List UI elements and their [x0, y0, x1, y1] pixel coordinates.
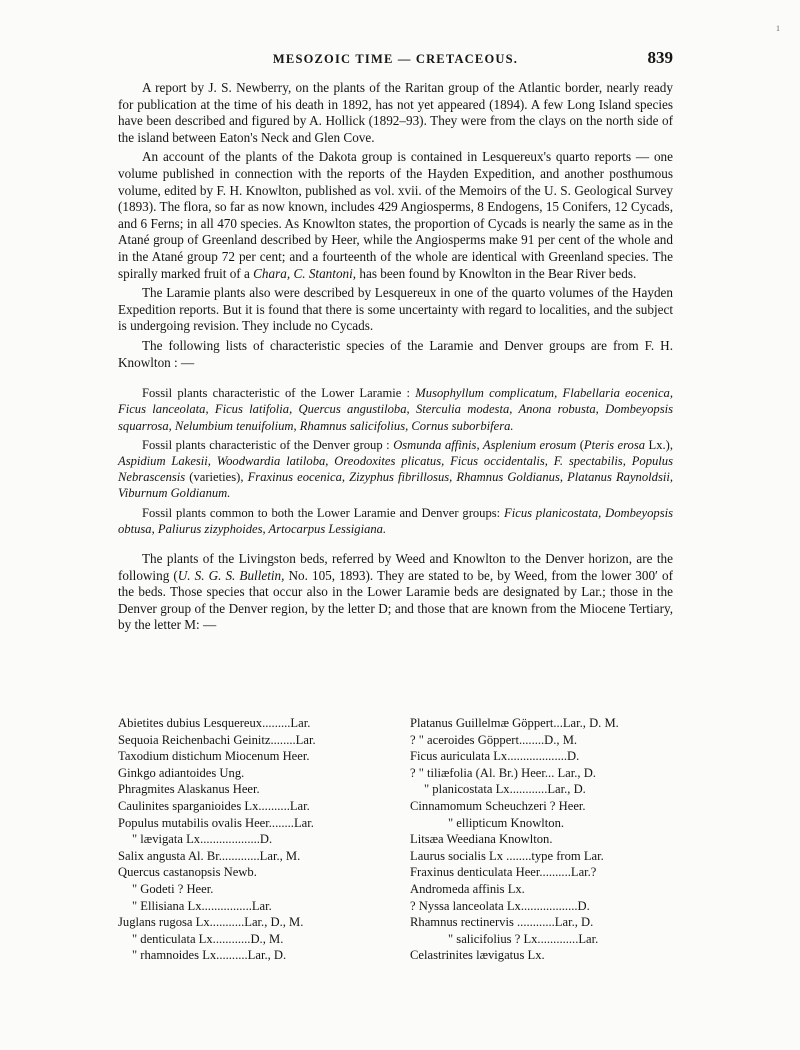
denver-species-b: Pteris erosa — [583, 437, 646, 452]
species-entry: Quercus castanopsis Newb. — [118, 865, 257, 880]
body-text — [118, 80, 673, 637]
lower-laramie-list — [118, 385, 673, 434]
species-entry: " planicostata Lx............Lar., D. — [424, 782, 586, 797]
page-header — [118, 48, 673, 70]
denver-intro: Fossil plants characteristic of the Denver group : — [142, 437, 390, 452]
denver-varieties: (varieties), — [189, 470, 244, 485]
species-entry: Populus mutabilis ovalis Heer........Lar. — [118, 815, 314, 830]
species-entry: Ginkgo adiantoides Ung. — [118, 765, 245, 780]
denver-species-b-post: Lx.), — [645, 437, 674, 452]
species-entry: Sequoia Reichenbachi Geinitz........Lar. — [118, 732, 316, 747]
species-entry: Platanus Guillelmæ Göppert...Lar., D. M. — [410, 716, 619, 730]
denver-species-a: Osmunda affinis, Asplenium erosum — [393, 437, 577, 452]
species-entry: Fraxinus denticulata Heer..........Lar.? — [410, 865, 597, 880]
denver-paren-open: ( — [579, 437, 584, 452]
paragraph-dakota-text: An account of the plants of the Dakota group is contained in Lesquereux's quarto reports — one volume published in connection with the reports of the Hayden Expedition, and another posthumous volume, edited by F. H. Knowlton, published as vol. xvii. of the Memoirs of the U. S. Geological Survey (1893). The flora, so far as now known, includes 429 Angiosperms, 8 Endogens, 15 Conifers, 12 Cycads, and 6 Ferns; in all 470 species. As Knowlton states, the proportion of Cycads is nearly the same as in the Atané group of Greenland described by Heer, while the Angiosperms make 91 per cent of the whole and in the Atané group 72 per cent; and a fourteenth of the whole are identical with Greenland species. The spirally marked fruit of a — [118, 149, 673, 281]
species-entry: " rhamnoides Lx..........Lar., D. — [132, 948, 287, 963]
paragraph-livingston — [118, 551, 673, 634]
species-entry: Celastrinites lævigatus Lx. — [410, 948, 545, 963]
species-entry: " lævigata Lx...................D. — [132, 832, 273, 847]
species-lists — [118, 385, 673, 537]
livingston-text-b: No. 105, 1893). They are stated to be, by Weed, from the lower 300′ of the beds. Those species that occur also in the Lower Laramie beds are designated by Lar.; those in the Denver group of the Denver region, by the letter D; and those that are known from the Miocene Tertiary, by the letter M: — — [118, 567, 673, 633]
chara-species-name: Chara, C. Stantoni, — [253, 265, 357, 281]
species-entry: Laurus socialis Lx ........type from Lar. — [410, 848, 604, 863]
paragraph-lists-intro: The following lists of characteristic species of the Laramie and Denver groups are from F. H. Knowlton : — — [118, 337, 673, 370]
denver-species-d: Fraxinus eocenica, Zizyphus fibrillosus, Rhamnus Goldianus, Platanus Raynoldsii, Viburnum Goldianum. — [118, 470, 673, 501]
denver-species-c: Aspidium Lakesii, Woodwardia latiloba, Oreodoxites plicatus, Ficus occidentalis, F. spectabilis, Populus Nebrascensis — [118, 453, 673, 485]
lower-laramie-species: Musophyllum complicatum, Flabellaria eocenica, Ficus lanceolata, Ficus latifolia, Quercus angustiloba, Sterculia modesta, Anona robusta, Dombeyopsis squarrosa, Nelumbium tenuifolium, Rhamnus salicifolius, Cornus suborbifera. — [118, 386, 673, 433]
species-entry: " salicifolius ? Lx.............Lar. — [448, 931, 599, 946]
species-entry: Cinnamomum Scheuchzeri ? Heer. — [410, 798, 586, 813]
paragraph-dakota-end: has been found by Knowlton in the Bear River beds. — [359, 265, 637, 281]
species-entry: Litsæa Weediana Knowlton. — [410, 832, 553, 847]
species-column-left — [118, 715, 386, 964]
species-entry: Rhamnus rectinervis ............Lar., D. — [410, 915, 594, 930]
species-entry: " denticulata Lx............D., M. — [132, 931, 284, 946]
species-entry: Phragmites Alaskanus Heer. — [118, 782, 260, 797]
species-entry: Juglans rugosa Lx...........Lar., D., M. — [118, 915, 304, 930]
common-intro: Fossil plants common to both the Lower Laramie and Denver groups: — [142, 505, 501, 520]
species-entry: ? " tiliæfolia (Al. Br.) Heer... Lar., D. — [410, 765, 596, 780]
species-entry: Abietites dubius Lesquereux.........Lar. — [118, 716, 311, 730]
species-entry: ? Nyssa lanceolata Lx..................D. — [410, 898, 590, 913]
species-entry: Taxodium distichum Miocenum Heer. — [118, 749, 310, 764]
common-species: Ficus planicostata, Dombeyopsis obtusa, Paliurus zizyphoides, Artocarpus Lessigiana. — [118, 505, 674, 536]
running-head: MESOZOIC TIME — CRETACEOUS. — [272, 52, 519, 66]
paragraph-laramie: The Laramie plants also were described by Lesquereux in one of the quarto volumes of the Hayden Expedition reports. But it is found that there is some uncertainty with regard to localities, and the subject is undergoing revision. They include no Cycads. — [118, 285, 673, 334]
denver-list — [118, 437, 673, 502]
species-column-right — [410, 715, 678, 964]
livingston-text-a: The plants of the Livingston beds, referred by Weed and Knowlton to the Denver horizon, are the following ( — [118, 550, 673, 583]
common-list — [118, 505, 673, 537]
species-entry: " Godeti ? Heer. — [132, 881, 214, 896]
page-number: 839 — [647, 48, 673, 67]
paragraph-raritan: A report by J. S. Newberry, on the plants of the Raritan group of the Atlantic border, nearly ready for publication at the time of his death in 1892, has not yet appeared (1894). A few Long Island species have been described and figured by A. Hollick (1892–93). They were from the clays on the north side of the island between Eaton's Neck and Glen Cove. — [118, 80, 673, 145]
lower-laramie-intro: Fossil plants characteristic of the Lower Laramie : — [142, 386, 411, 401]
corner-mark: 1 — [776, 24, 780, 33]
paragraph-dakota — [118, 149, 673, 282]
species-entry: Andromeda affinis Lx. — [410, 881, 525, 896]
species-entry: ? " aceroides Göppert........D., M. — [410, 732, 578, 747]
species-entry: Salix angusta Al. Br.............Lar., M. — [118, 848, 301, 863]
bulletin-citation: U. S. G. S. Bulletin, — [177, 567, 285, 583]
species-entry: " ellipticum Knowlton. — [448, 815, 565, 830]
species-entry: Caulinites sparganioides Lx..........Lar. — [118, 798, 310, 813]
species-entry: " Ellisiana Lx................Lar. — [132, 898, 272, 913]
species-entry: Ficus auriculata Lx...................D. — [410, 749, 580, 764]
